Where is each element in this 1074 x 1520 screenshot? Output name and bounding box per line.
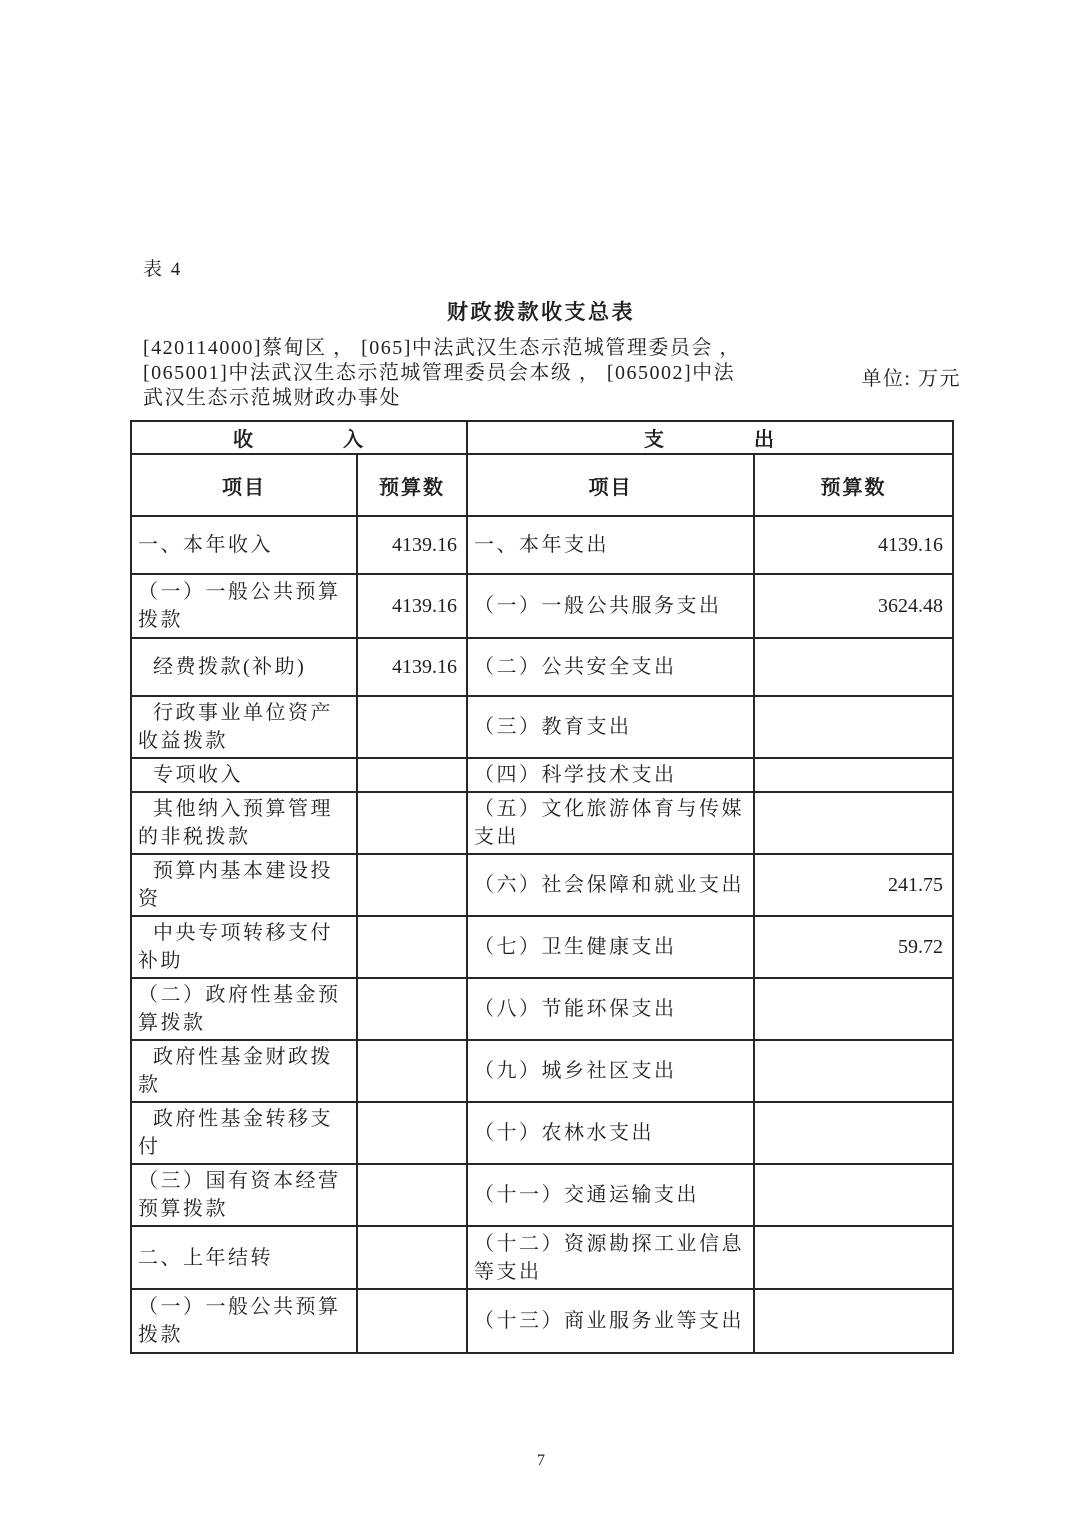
income-item-cell: 政府性基金财政拨款 <box>131 1040 357 1102</box>
income-budget-cell <box>357 1040 467 1102</box>
column-header-row <box>131 454 953 516</box>
table-row <box>131 1040 953 1102</box>
page-number: 7 <box>537 1452 545 1469</box>
page-title: 财政拨款收支总表 <box>447 300 635 324</box>
expense-item-cell: （十二）资源勘探工业信息等支出 <box>467 1226 754 1289</box>
table-row <box>131 916 953 978</box>
group-header-expenditure: 支 出 <box>467 421 953 454</box>
expense-budget-cell <box>754 758 953 792</box>
income-item-cell: （一）一般公共预算拨款 <box>131 1289 357 1353</box>
expense-budget-cell <box>754 1102 953 1164</box>
table-row <box>131 1102 953 1164</box>
income-budget-cell: 4139.16 <box>357 638 467 696</box>
unit-label: 单位: 万元 <box>861 368 961 390</box>
expense-budget-cell <box>754 978 953 1040</box>
income-item-cell: 二、上年结转 <box>131 1226 357 1289</box>
expense-budget-cell <box>754 1164 953 1226</box>
income-item-cell: 行政事业单位资产收益拨款 <box>131 696 357 758</box>
income-budget-cell <box>357 1102 467 1164</box>
income-budget-cell <box>357 792 467 854</box>
expense-budget-cell: 3624.48 <box>754 574 953 638</box>
income-budget-cell <box>357 1164 467 1226</box>
expense-item-cell: （二）公共安全支出 <box>467 638 754 696</box>
col-header-expense-item: 项目 <box>467 454 754 516</box>
income-item-cell: 预算内基本建设投资 <box>131 854 357 916</box>
expense-budget-cell <box>754 696 953 758</box>
expense-item-cell: （八）节能环保支出 <box>467 978 754 1040</box>
group-header-row <box>131 421 953 454</box>
org-info-line: [065001]中法武汉生态示范城管理委员会本级 ， [065002]中法 <box>143 362 736 384</box>
expense-budget-cell <box>754 792 953 854</box>
income-item-cell: （二）政府性基金预算拨款 <box>131 978 357 1040</box>
expense-budget-cell <box>754 1289 953 1353</box>
table-row <box>131 574 953 638</box>
table-row <box>131 978 953 1040</box>
expense-item-cell: （九）城乡社区支出 <box>467 1040 754 1102</box>
income-item-cell: 其他纳入预算管理的非税拨款 <box>131 792 357 854</box>
table-row <box>131 638 953 696</box>
expense-budget-cell: 59.72 <box>754 916 953 978</box>
expense-item-cell: 一、本年支出 <box>467 516 754 574</box>
income-budget-cell <box>357 978 467 1040</box>
table-body <box>131 516 953 1353</box>
expense-item-cell: （十一）交通运输支出 <box>467 1164 754 1226</box>
expense-item-cell: （三）教育支出 <box>467 696 754 758</box>
income-budget-cell <box>357 758 467 792</box>
expense-budget-cell <box>754 1226 953 1289</box>
income-budget-cell <box>357 916 467 978</box>
expense-item-cell: （六）社会保障和就业支出 <box>467 854 754 916</box>
org-info-line: [420114000]蔡甸区 ， [065]中法武汉生态示范城管理委员会 ， <box>143 337 741 359</box>
table-row <box>131 696 953 758</box>
col-header-expense-budget: 预算数 <box>754 454 953 516</box>
expense-item-cell: （七）卫生健康支出 <box>467 916 754 978</box>
expense-item-cell: （十三）商业服务业等支出 <box>467 1289 754 1353</box>
budget-table <box>130 420 954 1354</box>
income-budget-cell <box>357 854 467 916</box>
income-budget-cell <box>357 1226 467 1289</box>
org-info-line: 武汉生态示范城财政办事处 <box>143 387 401 409</box>
expense-item-cell: （十）农林水支出 <box>467 1102 754 1164</box>
col-header-income-budget: 预算数 <box>357 454 467 516</box>
table-row <box>131 1226 953 1289</box>
expense-budget-cell: 4139.16 <box>754 516 953 574</box>
expense-item-cell: （一）一般公共服务支出 <box>467 574 754 638</box>
group-header-income: 收 入 <box>131 421 467 454</box>
table-label: 表 4 <box>143 259 183 280</box>
income-item-cell: （三）国有资本经营预算拨款 <box>131 1164 357 1226</box>
table-row <box>131 1289 953 1353</box>
income-item-cell: 政府性基金转移支付 <box>131 1102 357 1164</box>
income-budget-cell <box>357 1289 467 1353</box>
col-header-income-item: 项目 <box>131 454 357 516</box>
expense-item-cell: （四）科学技术支出 <box>467 758 754 792</box>
income-item-cell: 一、本年收入 <box>131 516 357 574</box>
income-item-cell: 中央专项转移支付补助 <box>131 916 357 978</box>
income-budget-cell: 4139.16 <box>357 516 467 574</box>
expense-budget-cell: 241.75 <box>754 854 953 916</box>
table-row <box>131 792 953 854</box>
expense-budget-cell <box>754 1040 953 1102</box>
income-item-cell: 专项收入 <box>131 758 357 792</box>
income-item-cell: （一）一般公共预算拨款 <box>131 574 357 638</box>
expense-budget-cell <box>754 638 953 696</box>
income-budget-cell <box>357 696 467 758</box>
table-row <box>131 854 953 916</box>
table-row <box>131 758 953 792</box>
expense-item-cell: （五）文化旅游体育与传媒支出 <box>467 792 754 854</box>
income-budget-cell: 4139.16 <box>357 574 467 638</box>
income-item-cell: 经费拨款(补助) <box>131 638 357 696</box>
table-row <box>131 516 953 574</box>
table-row <box>131 1164 953 1226</box>
org-info-block <box>143 336 961 411</box>
